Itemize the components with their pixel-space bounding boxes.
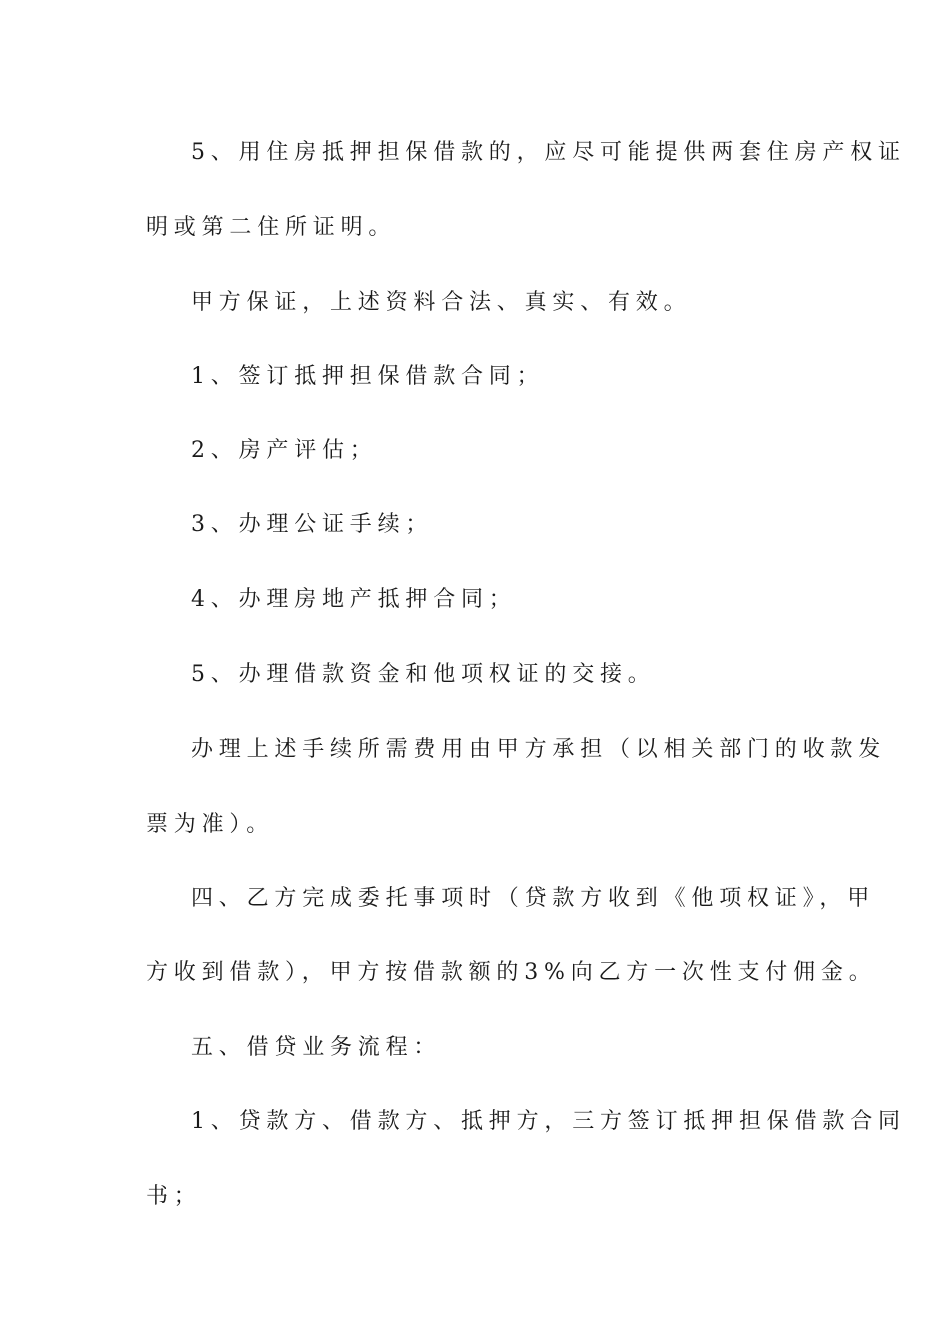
section-four-line-2: 方收到借款），甲方按借款额的3%向乙方一次性支付佣金。 (146, 960, 877, 985)
list-item-2: 2、房产评估； (191, 438, 378, 463)
paragraph-line-9: 办理上述手续所需费用由甲方承担（以相关部门的收款发 (191, 737, 887, 762)
list-item-3: 3、办理公证手续； (191, 512, 434, 537)
section-four-line-1: 四、乙方完成委托事项时（贷款方收到《他项权证》，甲 (191, 886, 876, 911)
section-five-heading: 五、借贷业务流程： (191, 1035, 442, 1060)
paragraph-line-1: 5、用住房抵押担保借款的，应尽可能提供两套住房产权证 (191, 140, 906, 165)
process-item-1-line-2: 书； (146, 1184, 202, 1209)
list-item-4: 4、办理房地产抵押合同； (191, 587, 517, 612)
process-item-1-line-1: 1、贷款方、借款方、抵押方，三方签订抵押担保借款合同 (191, 1109, 906, 1134)
paragraph-line-3: 甲方保证，上述资料合法、真实、有效。 (191, 290, 692, 315)
paragraph-line-2: 明或第二住所证明。 (146, 215, 397, 240)
paragraph-line-10: 票为准）。 (146, 812, 275, 837)
list-item-5: 5、办理借款资金和他项权证的交接。 (191, 662, 656, 687)
list-item-1: 1、签订抵押担保借款合同； (191, 364, 545, 389)
